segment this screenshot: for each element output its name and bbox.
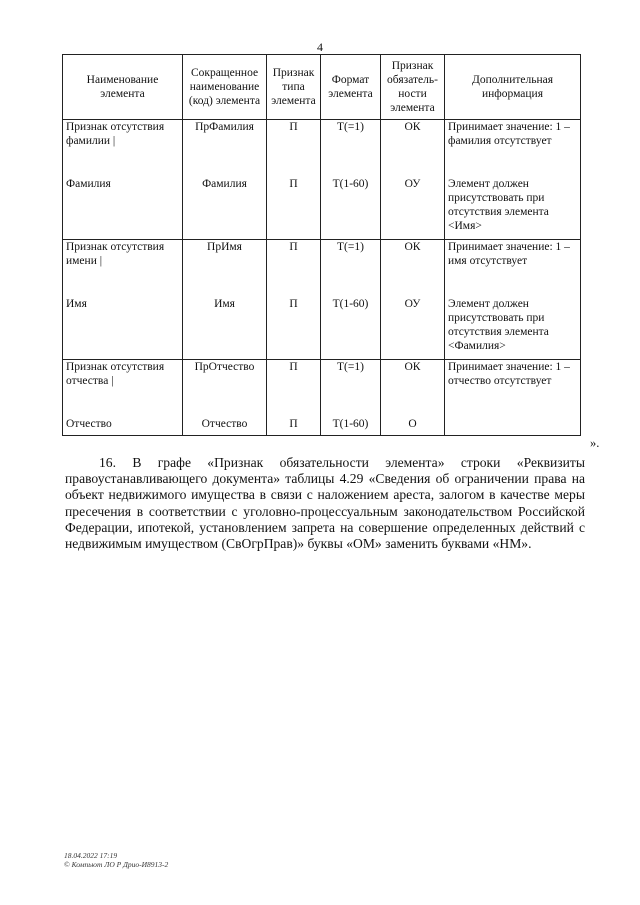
name-cell (63, 120, 183, 240)
table-row-group (63, 360, 581, 436)
table-cell: T(=1) (337, 121, 364, 133)
format-cell (321, 120, 381, 240)
table-cell: П (289, 121, 298, 133)
table-cell: Принимает значение: 1 – имя отсутствует (448, 241, 570, 267)
table-cell: T(1-60) (332, 418, 369, 430)
table-cell: ОУ (404, 298, 421, 310)
table-cell: ОК (404, 361, 421, 373)
type-cell (267, 120, 321, 240)
closing-quote: ». (590, 436, 600, 450)
type-cell (267, 360, 321, 436)
type-cell (267, 240, 321, 360)
table-cell: Признак отсутствия имени | (66, 241, 165, 267)
format-cell (321, 240, 381, 360)
header-type: Признак типа элемента (267, 55, 321, 120)
table-cell: Отчество (201, 418, 248, 430)
table-cell: Имя (214, 298, 235, 310)
footer-source: © Компьют ЛО Р Дрио-И8913-2 (64, 860, 169, 869)
table-cell: T(1-60) (332, 178, 369, 190)
amendment-paragraph: 16. В графе «Признак обязательности элемента» строки «Реквизиты правоустанавливающего документа» таблицы 4.29 «Сведения об ограничении права на объект недвижимого имущества в связи с наложением ареста, залогом в качестве меры пресечения в соответствии с уголовно-процессуальным законодательством Российской Федерации, ипотекой, установлением запрета на совершение определенных действий с недвижимым имуществом (СвОгрПрав)» буквы «ОМ» заменить буквами «НМ». (65, 455, 585, 552)
table-cell: Отчество (66, 418, 112, 430)
format-cell (321, 360, 381, 436)
info-cell (445, 120, 581, 240)
table-header-row (63, 55, 581, 120)
code-cell (183, 120, 267, 240)
table-cell (445, 417, 580, 435)
table-cell: ОУ (404, 178, 421, 190)
table-cell: Принимает значение: 1 – отчество отсутствует (448, 361, 570, 387)
table-cell: T(=1) (337, 241, 364, 253)
table-cell: Фамилия (202, 178, 247, 190)
header-element-name: Наименование элемента (63, 55, 183, 120)
table-cell: П (289, 298, 298, 310)
code-cell (183, 360, 267, 436)
table-row-group (63, 120, 581, 240)
table-cell: П (289, 178, 298, 190)
footer-date: 18.04.2022 17:19 (64, 851, 118, 860)
footer-stamp (64, 851, 168, 869)
table-cell: ОК (404, 121, 421, 133)
header-required: Признак обязатель-ности элемента (381, 55, 445, 120)
page-number: 4 (317, 40, 323, 54)
table-cell: П (289, 361, 298, 373)
table-cell: П (289, 241, 298, 253)
table-cell: ПрИмя (207, 241, 242, 253)
table-cell: Элемент должен присутствовать при отсутствия элемента <Имя> (448, 178, 549, 232)
name-cell (63, 240, 183, 360)
table-cell: Фамилия (66, 178, 111, 190)
info-cell (445, 240, 581, 360)
required-cell (381, 240, 445, 360)
table-cell: T(1-60) (332, 298, 369, 310)
table-cell: Признак отсутствия отчества | (66, 361, 165, 387)
table-cell: ПрОтчество (194, 361, 255, 373)
table-cell: Принимает значение: 1 – фамилия отсутствует (448, 121, 570, 147)
table-cell: П (289, 418, 298, 430)
table-cell: ОК (404, 241, 421, 253)
header-additional-info: Дополнительная информация (445, 55, 581, 120)
required-cell (381, 120, 445, 240)
table-row-group (63, 240, 581, 360)
name-cell (63, 360, 183, 436)
table-cell: T(=1) (337, 361, 364, 373)
table-cell: ПрФамилия (195, 121, 254, 133)
table-cell: О (408, 418, 417, 430)
table-cell: Имя (66, 298, 87, 310)
info-cell (445, 360, 581, 436)
element-spec-table (62, 54, 581, 436)
header-short-name: Сокращенное наименование (код) элемента (183, 55, 267, 120)
table-cell: Признак отсутствия фамилии | (66, 121, 165, 147)
required-cell (381, 360, 445, 436)
header-format: Формат элемента (321, 55, 381, 120)
code-cell (183, 240, 267, 360)
table-cell: Элемент должен присутствовать при отсутствия элемента <Фамилия> (448, 298, 549, 352)
